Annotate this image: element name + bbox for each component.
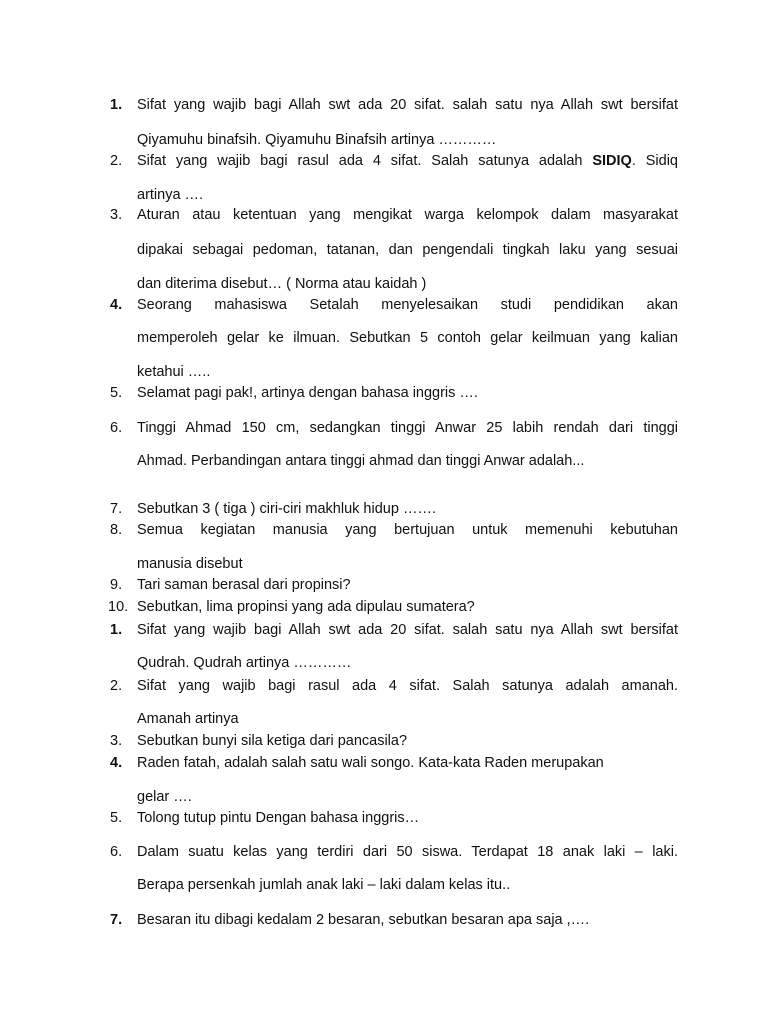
question-text: Semua kegiatan manusia yang bertujuan untuk memenuhi kebutuhan [137,522,678,538]
question-number: 7. [110,912,123,928]
question-text: Tolong tutup pintu Dengan bahasa inggris… [137,810,420,826]
question-text-continued: Ahmad. Perbandingan antara tinggi ahmad dan tinggi Anwar adalah... [137,453,585,469]
question-text: Sebutkan bunyi sila ketiga dari pancasila? [137,733,408,749]
question-text-continued: gelar …. [137,789,192,805]
question-text-continued: manusia disebut [137,556,243,572]
question-text [137,151,678,171]
question-text: Sebutkan, lima propinsi yang ada dipulau sumatera? [137,599,475,615]
question-number: 2. [110,678,123,694]
question-text-continued: memperoleh gelar ke ilmuan. Sebutkan 5 contoh gelar keilmuan yang kalian [137,330,678,346]
question-text: Sifat yang wajib bagi Allah swt ada 20 sifat. salah satu nya Allah swt bersifat [137,97,678,113]
question-text: Besaran itu dibagi kedalam 2 besaran, sebutkan besaran apa saja ,…. [137,912,590,928]
question-number: 1. [110,622,123,638]
question-text: Tinggi Ahmad 150 cm, sedangkan tinggi Anwar 25 labih rendah dari tinggi [137,420,678,436]
question-text: Selamat pagi pak!, artinya dengan bahasa inggris …. [137,385,478,401]
question-text-continued: Qiyamuhu binafsih. Qiyamuhu Binafsih artinya ………… [137,132,497,148]
question-text: Aturan atau ketentuan yang mengikat warga kelompok dalam masyarakat [137,207,678,223]
question-text-part: Sifat yang wajib bagi rasul ada 4 sifat. Salah satunya adalah [137,153,593,169]
question-number: 6. [110,420,123,436]
question-text: Sifat yang wajib bagi Allah swt ada 20 sifat. salah satu nya Allah swt bersifat [137,622,678,638]
question-text-continued: Amanah artinya [137,711,239,727]
question-text-continued: Qudrah. Qudrah artinya ………… [137,655,352,671]
question-number: 10. [108,599,129,615]
question-number: 5. [110,385,123,401]
question-text: Dalam suatu kelas yang terdiri dari 50 siswa. Terdapat 18 anak laki – laki. [137,844,678,860]
question-number: 2. [110,153,123,169]
question-text: Raden fatah, adalah salah satu wali songo. Kata-kata Raden merupakan [137,755,604,771]
question-number: 6. [110,844,123,860]
question-text-continued: dipakai sebagai pedoman, tatanan, dan pengendali tingkah laku yang sesuai [137,242,678,258]
question-text-continued: artinya …. [137,187,204,203]
question-text-continued: dan diterima disebut… ( Norma atau kaidah ) [137,276,427,292]
question-text: Sifat yang wajib bagi rasul ada 4 sifat. Salah satunya adalah amanah. [137,678,678,694]
question-number: 4. [110,297,123,313]
keyword-bold: SIDIQ [592,153,632,169]
question-number: 1. [110,97,123,113]
question-text: Sebutkan 3 ( tiga ) ciri-ciri makhluk hidup ……. [137,501,436,517]
question-text-part: . Sidiq [631,153,678,169]
question-number: 4. [110,755,123,771]
question-number: 3. [110,733,123,749]
question-text: Seorang mahasiswa Setalah menyelesaikan studi pendidikan akan [137,297,678,313]
question-number: 5. [110,810,123,826]
question-text: Tari saman berasal dari propinsi? [137,577,351,593]
question-number: 8. [110,522,123,538]
question-text-continued: ketahui ….. [137,364,211,380]
question-number: 7. [110,501,123,517]
question-number: 9. [110,577,123,593]
question-text-continued: Berapa persenkah jumlah anak laki – laki dalam kelas itu.. [137,877,511,893]
question-number: 3. [110,207,123,223]
